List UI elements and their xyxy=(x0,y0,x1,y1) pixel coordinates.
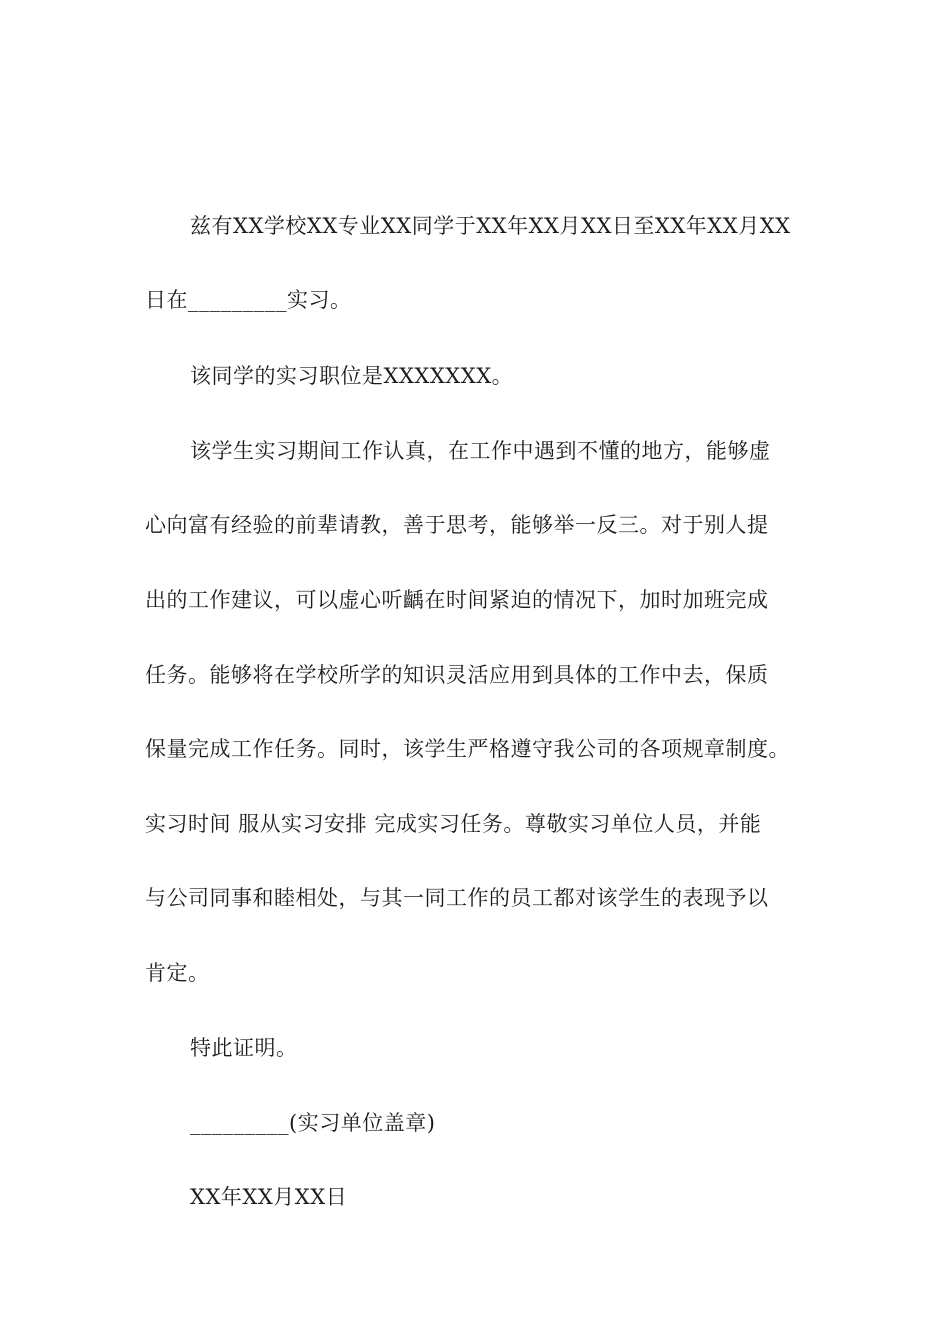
paragraph-evaluation-line-7: 与公司同事和睦相处，与其一同工作的员工都对该学生的表现予以 xyxy=(145,886,769,910)
paragraph-evaluation-line-2: 心向富有经验的前辈请教，善于思考，能够举一反三。对于别人提 xyxy=(145,513,769,537)
date-line: XX年XX月XX日 xyxy=(190,1185,348,1209)
paragraph-evaluation-line-5: 保量完成工作任务。同时，该学生严格遵守我公司的各项规章制度。 xyxy=(145,737,790,761)
seal-line: _________(实习单位盖章) xyxy=(190,1111,436,1135)
paragraph-evaluation-line-1: 该学生实习期间工作认真，在工作中遇到不懂的地方，能够虚 xyxy=(190,439,771,463)
certification-statement: 特此证明。 xyxy=(190,1036,298,1060)
paragraph-evaluation-line-3: 出的工作建议，可以虚心听齲在时间紧迫的情况下，加时加班完成 xyxy=(145,588,769,612)
paragraph-position: 该同学的实习职位是XXXXXXX。 xyxy=(190,364,514,388)
paragraph-intro-line-2: 日在_________实习。 xyxy=(145,288,352,312)
paragraph-evaluation-line-8: 肯定。 xyxy=(145,961,210,985)
paragraph-intro-line-1: 兹有XX学校XX专业XX同学于XX年XX月XX日至XX年XX月XX xyxy=(190,214,791,238)
paragraph-evaluation-line-6: 实习时间 服从实习安排 完成实习任务。尊敬实习单位人员，并能 xyxy=(145,812,762,836)
paragraph-evaluation-line-4: 任务。能够将在学校所学的知识灵活应用到具体的工作中去，保质 xyxy=(145,663,769,687)
